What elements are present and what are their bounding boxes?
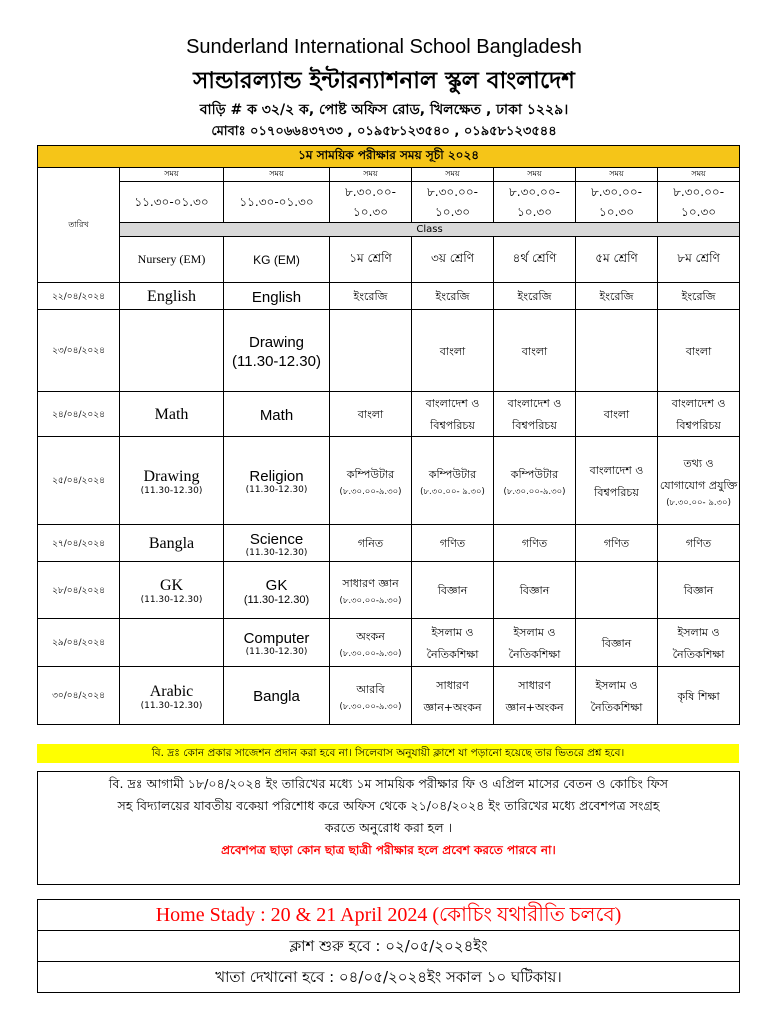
subject-name: বিজ্ঞান (683, 584, 714, 597)
class-name: ৮ম শ্রেণি (658, 237, 740, 283)
school-name-bangla: সান্ডারল্যান্ড ইন্টারন্যাশনাল স্কুল বাংলাদেশ (193, 68, 575, 94)
subject-cell (224, 310, 330, 392)
exam-time: ১১.৩০-০১.৩০ (224, 182, 330, 223)
subject-name: Drawing (11.30-12.30) (232, 333, 321, 370)
subject-name: ইসলাম ও নৈতিকশিক্ষা (426, 625, 479, 661)
subject-cell (576, 283, 658, 310)
subject-name: সাধারণ জ্ঞান+অংকন (423, 678, 482, 714)
subject-cell (494, 437, 576, 525)
subject-time: (৮.৩০.০০- ৯.৩০) (666, 497, 731, 508)
subject-name: Drawing (143, 467, 200, 485)
subject-name: গনিত (357, 537, 384, 550)
subject-cell (658, 392, 740, 437)
subject-time: (11.30-12.30) (140, 485, 203, 496)
class-names-row (38, 237, 740, 283)
time-label: সময় (224, 168, 330, 182)
subject-name: Bangla (148, 535, 195, 552)
class-start-notice: ক্লাশ শুরু হবে : ০২/০৫/২০২৪ইং (38, 931, 739, 962)
time-label: সময় (494, 168, 576, 182)
subject-cell (120, 283, 224, 310)
class-name: ১ম শ্রেণি (330, 237, 412, 283)
date-column-header: তারিখ (38, 168, 120, 283)
subject-cell (224, 437, 330, 525)
subject-cell (120, 392, 224, 437)
subject-name: GK (265, 576, 288, 594)
school-name-english: Sunderland International School Bangladesh (186, 36, 582, 58)
subject-name: কম্পিউটার (428, 467, 477, 481)
subject-cell (330, 619, 412, 667)
exam-schedule-table (37, 145, 740, 725)
subject-name: ইসলাম ও নৈতিকশিক্ষা (508, 625, 561, 661)
subject-cell (224, 562, 330, 619)
subject-time: (৮.৩০.০০-৯.৩০) (503, 486, 566, 497)
time-row (38, 182, 740, 223)
subject-name: কম্পিউটার (346, 467, 395, 481)
subject-cell (224, 283, 330, 310)
schedule-row (38, 562, 740, 619)
subject-name: অংকন (356, 629, 385, 643)
subject-cell (224, 525, 330, 562)
exam-time: ১১.৩০-০১.৩০ (120, 182, 224, 223)
schedule-row (38, 525, 740, 562)
subject-cell (576, 667, 658, 725)
subject-name: গণিত (603, 537, 630, 550)
subject-name: গণিত (685, 537, 712, 550)
class-band: Class (120, 223, 740, 237)
subject-cell (412, 619, 494, 667)
subject-cell (412, 437, 494, 525)
subject-name: ইংরেজি (517, 290, 552, 303)
class-band-row (38, 223, 740, 237)
exam-date: ২৭/০৪/২০২৪ (38, 525, 120, 562)
subject-time: (৮.৩০.০০-৯.৩০) (339, 486, 402, 497)
subject-cell (330, 310, 412, 392)
subject-time: (৮.৩০.০০- ৯.৩০) (420, 486, 485, 497)
subject-cell (412, 667, 494, 725)
subject-cell (330, 525, 412, 562)
subject-name: গণিত (439, 537, 466, 550)
subject-name: Math (154, 406, 189, 423)
subject-time: (11.30-12.30) (245, 547, 308, 558)
subject-cell (224, 619, 330, 667)
subject-cell (494, 392, 576, 437)
subject-time: (11.30-12.30) (140, 595, 203, 605)
subject-cell (576, 562, 658, 619)
subject-cell (120, 619, 224, 667)
subject-name: আরবি (356, 682, 385, 696)
school-address: বাড়ি # ক ৩২/২ ক, পোষ্ট অফিস রোড, খিলক্ষেত , ঢাকা ১২২৯। (199, 102, 569, 118)
exam-time: ৮.৩০.০০- ১০.৩০ (412, 182, 494, 223)
exam-time: ৮.৩০.০০- ১০.৩০ (330, 182, 412, 223)
subject-cell (494, 283, 576, 310)
subject-cell (330, 437, 412, 525)
subject-cell (494, 619, 576, 667)
exam-date: ২৮/০৪/২০২৪ (38, 562, 120, 619)
time-label: সময় (658, 168, 740, 182)
subject-name: ইসলাম ও নৈতিকশিক্ষা (590, 678, 643, 714)
subject-cell (224, 392, 330, 437)
subject-cell (330, 667, 412, 725)
fee-notice-line: করতে অনুরোধ করা হল । (324, 820, 453, 835)
subject-cell (494, 562, 576, 619)
subject-time: (11.30-12.30) (243, 593, 310, 606)
subject-name: বাংলা (521, 344, 548, 358)
subject-time: (11.30-12.30) (245, 647, 308, 657)
schedule-row (38, 619, 740, 667)
subject-cell (120, 525, 224, 562)
subject-name: কৃষি শিক্ষা (677, 689, 720, 703)
subject-name: বিজ্ঞান (437, 584, 468, 597)
class-name: ৫ম শ্রেণি (576, 237, 658, 283)
school-phone: মোবাঃ ০১৭০৬৬৪৩৭৩৩ , ০১৯৫৮১২৩৫৪০ , ০১৯৫৮১২৩৫৪৪ (211, 124, 557, 139)
subject-name: Bangla (253, 688, 300, 705)
subject-cell (120, 562, 224, 619)
subject-cell (494, 525, 576, 562)
subject-name: ইংরেজি (681, 290, 716, 303)
class-name: ৩য় শ্রেণি (412, 237, 494, 283)
copy-show-notice: খাতা দেখানো হবে : ০৪/০৫/২০২৪ইং সকাল ১০ ঘটিকায়। (215, 968, 562, 986)
subject-time: (৮.৩০.০০-৯.৩০) (339, 596, 402, 606)
subject-time: (11.30-12.30) (245, 485, 308, 495)
time-label: সময় (412, 168, 494, 182)
exam-date: ২৩/০৪/২০২৪ (38, 310, 120, 392)
exam-date: ২২/০৪/২০২৪ (38, 283, 120, 310)
subject-cell (658, 525, 740, 562)
fee-notice-line: সহ বিদ্যালয়ের যাবতীয় বকেয়া পরিশোধ করে অফিস থেকে ২১/০৪/২০২৪ ইং তারিখের মধ্যে প্রবেশপত্র সংগ্রহ (117, 798, 660, 813)
subject-name: ইসলাম ও নৈতিকশিক্ষা (672, 625, 725, 661)
time-label: সময় (120, 168, 224, 182)
exam-time: ৮.৩০.০০- ১০.৩০ (494, 182, 576, 223)
class-name: KG (EM) (224, 237, 330, 283)
subject-name: বাংলা (439, 344, 466, 358)
subject-cell (658, 667, 740, 725)
subject-name: English (251, 288, 302, 306)
home-study-notice: Home Stady : 20 & 21 April 2024 (কোচিং যথারীতি চলবে) (38, 900, 739, 931)
subject-cell (412, 283, 494, 310)
subject-name: English (147, 288, 196, 305)
footer-box (37, 899, 740, 993)
subject-name: কম্পিউটার (510, 467, 559, 481)
fee-notice-box (37, 771, 740, 885)
subject-cell (412, 392, 494, 437)
subject-name: বাংলাদেশ ও বিশ্বপরিচয় (507, 397, 562, 432)
subject-time: (৮.৩০.০০-৯.৩০) (339, 701, 402, 712)
subject-name: Math (259, 406, 294, 424)
schedule-title-row (38, 146, 740, 168)
subject-name: সাধারণ জ্ঞান (342, 577, 399, 590)
fee-notice-line: বি. দ্রঃ আগামী ১৮/০৪/২০২৪ ইং তারিখের মধ্যে ১ম সাময়িক পরীক্ষার ফি ও এপ্রিল মাসের বেতন ও কোচিং ফিস (108, 776, 669, 791)
subject-cell (658, 310, 740, 392)
exam-date: ৩০/০৪/২০২৪ (38, 667, 120, 725)
subject-name: Arabic (149, 682, 194, 700)
schedule-row (38, 310, 740, 392)
time-label-row (38, 168, 740, 182)
subject-name: বাংলাদেশ ও বিশ্বপরিচয় (425, 397, 480, 432)
subject-name: ইংরেজি (599, 290, 634, 303)
class-name: ৪র্থ শ্রেণি (494, 237, 576, 283)
subject-time: (11.30-12.30) (140, 700, 203, 711)
subject-name: GK (159, 577, 184, 594)
time-label: সময় (330, 168, 412, 182)
subject-cell (120, 667, 224, 725)
subject-cell (658, 562, 740, 619)
schedule-title: ১ম সাময়িক পরীক্ষার সময় সূচী ২০২৪ (38, 146, 740, 168)
exam-time: ৮.৩০.০০- ১০.৩০ (658, 182, 740, 223)
subject-name: Religion (249, 468, 304, 485)
subject-cell (658, 283, 740, 310)
schedule-row (38, 392, 740, 437)
subject-name: বিজ্ঞান (519, 584, 550, 597)
exam-date: ২৫/০৪/২০২৪ (38, 437, 120, 525)
subject-cell (330, 562, 412, 619)
subject-cell (576, 392, 658, 437)
subject-time: (৮.৩০.০০-৯.৩০) (339, 648, 402, 659)
subject-name: বাংলাদেশ ও বিশ্বপরিচয় (671, 397, 726, 432)
subject-cell (224, 667, 330, 725)
subject-cell (576, 525, 658, 562)
subject-name: সাধারণ জ্ঞান+অংকন (505, 678, 564, 714)
subject-cell (576, 619, 658, 667)
subject-name: ইংরেজি (435, 290, 470, 303)
schedule-body (38, 283, 740, 725)
schedule-row (38, 437, 740, 525)
time-label: সময় (576, 168, 658, 182)
class-name: Nursery (EM) (120, 237, 224, 283)
exam-date: ২৯/০৪/২০২৪ (38, 619, 120, 667)
subject-name: বাংলা (685, 344, 712, 358)
subject-name: তথ্য ও যোগাযোগ প্রযুক্তি (659, 456, 738, 492)
subject-cell (576, 310, 658, 392)
subject-name: Science (249, 530, 304, 548)
exam-time: ৮.৩০.০০- ১০.৩০ (576, 182, 658, 223)
subject-name: ইংরেজি (353, 290, 388, 303)
subject-cell (330, 283, 412, 310)
schedule-row (38, 667, 740, 725)
subject-name: বাংলাদেশ ও বিশ্বপরিচয় (589, 463, 644, 499)
schedule-row (38, 283, 740, 310)
subject-name: বিজ্ঞান (601, 636, 632, 650)
exam-date: ২৪/০৪/২০২৪ (38, 392, 120, 437)
subject-cell (658, 619, 740, 667)
subject-cell (576, 437, 658, 525)
subject-cell (120, 437, 224, 525)
subject-name: Computer (243, 630, 310, 647)
subject-name: বাংলা (603, 408, 630, 421)
subject-cell (120, 310, 224, 392)
subject-name: গণিত (521, 537, 548, 550)
subject-cell (494, 310, 576, 392)
admit-card-warning: প্রবেশপত্র ছাড়া কোন ছাত্র ছাত্রী পরীক্ষার হলে প্রবেশ করতে পারবে না। (221, 843, 556, 857)
subject-cell (658, 437, 740, 525)
suggestion-notice: বি. দ্রঃ কোন প্রকার সাজেশন প্রদান করা হবে না। সিলেবাস অনুযায়ী ক্লাশে যা পড়ানো হয়েছে তার ভিতরে প্রশ্ন হবে। (37, 744, 739, 763)
subject-cell (330, 392, 412, 437)
subject-name: বাংলা (357, 408, 384, 421)
subject-cell (412, 562, 494, 619)
subject-cell (412, 525, 494, 562)
subject-cell (494, 667, 576, 725)
subject-cell (412, 310, 494, 392)
